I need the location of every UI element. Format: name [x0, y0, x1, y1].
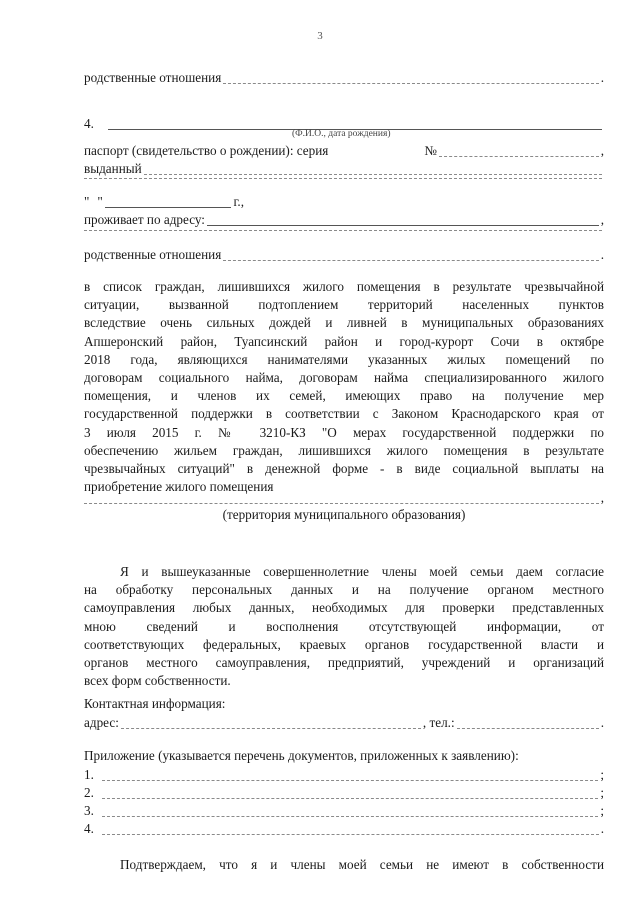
date-row — [84, 194, 244, 211]
year-suffix: г., — [233, 194, 244, 209]
appendix-item: 1. ; — [84, 767, 604, 782]
address-continued-blank[interactable] — [84, 230, 602, 231]
item4-number: 4. — [84, 116, 94, 131]
territory-blank[interactable] — [84, 503, 599, 504]
relatives-row-2: родственные отношения . — [84, 247, 604, 262]
passport-label: паспорт (свидетельство о рождении): серия — [84, 143, 329, 158]
issued-continued-row — [84, 178, 604, 182]
phone-label: , тел.: — [422, 715, 455, 730]
item4-caption: (Ф.И.О., дата рождения) — [292, 129, 391, 139]
consent-paragraph: Я и вышеуказанные совершеннолетние члены моей семьи даем согласие на обработку персональных данных и на получение органом местного самоуправления любых данных, необходимых для проверки представленных мною сведений и восполнения отсутствующей информации, от соответствующих федеральных, краевых органов государственной власти и органов местного самоуправления, предприятий, учреждений и организаций всех форм собственности. — [84, 564, 604, 689]
address-row: проживает по адресу: , — [84, 212, 604, 227]
appendix-heading-row — [84, 748, 604, 765]
relatives-row: родственные отношения . — [84, 70, 604, 85]
number-sign: № — [424, 143, 437, 158]
issued-row — [84, 161, 604, 178]
passport-number-blank[interactable] — [439, 156, 599, 157]
territory-caption: (территория муниципального образования) — [222, 507, 466, 522]
appendix-item: 2. ; — [84, 785, 604, 800]
page-number: 3 — [317, 30, 323, 42]
contact-address-blank[interactable] — [121, 728, 421, 729]
appendix-item-3-blank[interactable] — [102, 816, 598, 817]
appendix-item: 3. ; — [84, 803, 604, 818]
confirmation-text: Подтверждаем, что я и члены моей семьи не имеют в собственности — [120, 857, 604, 872]
confirmation-paragraph — [84, 857, 604, 874]
issued-label: выданный — [84, 161, 142, 176]
relatives-label: родственные отношения — [84, 70, 222, 85]
address-continued-row — [84, 230, 604, 234]
appendix-label: Приложение (указывается перечень документов, приложенных к заявлению): — [84, 748, 519, 763]
address-label: проживает по адресу: — [84, 212, 205, 227]
date-quote-close: " — [97, 194, 103, 209]
phone-blank[interactable] — [457, 728, 599, 729]
address-blank[interactable] — [207, 225, 599, 226]
appendix-item-1-blank[interactable] — [102, 780, 598, 781]
appendix-item-4-blank[interactable] — [102, 834, 599, 835]
main-paragraph: в список граждан, лишившихся жилого помещения в результате чрезвычайной ситуации, вызванной подтоплением территорий населенных пунктов вследствие очень сильных дождей и ливней в муниципальных образованиях Апшеронский район, Туапсинский район и город-курорт Сочи в октябре 2018 года, являющихся нанимателями указанных жилых помещений по договорам социального найма, договорам найма специализированного жилого помещения, и членов их семей, имеющих право на получение мер государственной поддержки в соответствии с Законом Краснодарского края от 3 июля 2015 г. № 3210-КЗ "О мерах государственной поддержки по обеспечению жильем граждан, лишившихся жилого помещения в результате чрезвычайных ситуаций" в денежной форме - в виде социальной выплаты на приобретение жилого помещения — [84, 279, 604, 495]
relatives-blank-2[interactable] — [223, 260, 598, 261]
territory-row: , — [84, 490, 604, 507]
contact-address-row: адрес: , тел.: . — [84, 715, 604, 730]
issued-blank[interactable] — [144, 174, 602, 175]
appendix-item-2-blank[interactable] — [102, 798, 598, 799]
appendix-item: 4. . — [84, 821, 604, 836]
date-blank[interactable] — [105, 207, 232, 208]
relatives-blank[interactable] — [223, 83, 598, 84]
date-quote-open: " — [84, 194, 90, 209]
passport-row: паспорт (свидетельство о рождении): серия № , — [84, 143, 604, 158]
issued-continued-blank[interactable] — [84, 178, 602, 179]
relatives-label-2: родственные отношения — [84, 247, 222, 262]
contact-heading-row — [84, 696, 604, 713]
contact-label: Контактная информация: — [84, 696, 226, 711]
contact-address-label: адрес: — [84, 715, 119, 730]
